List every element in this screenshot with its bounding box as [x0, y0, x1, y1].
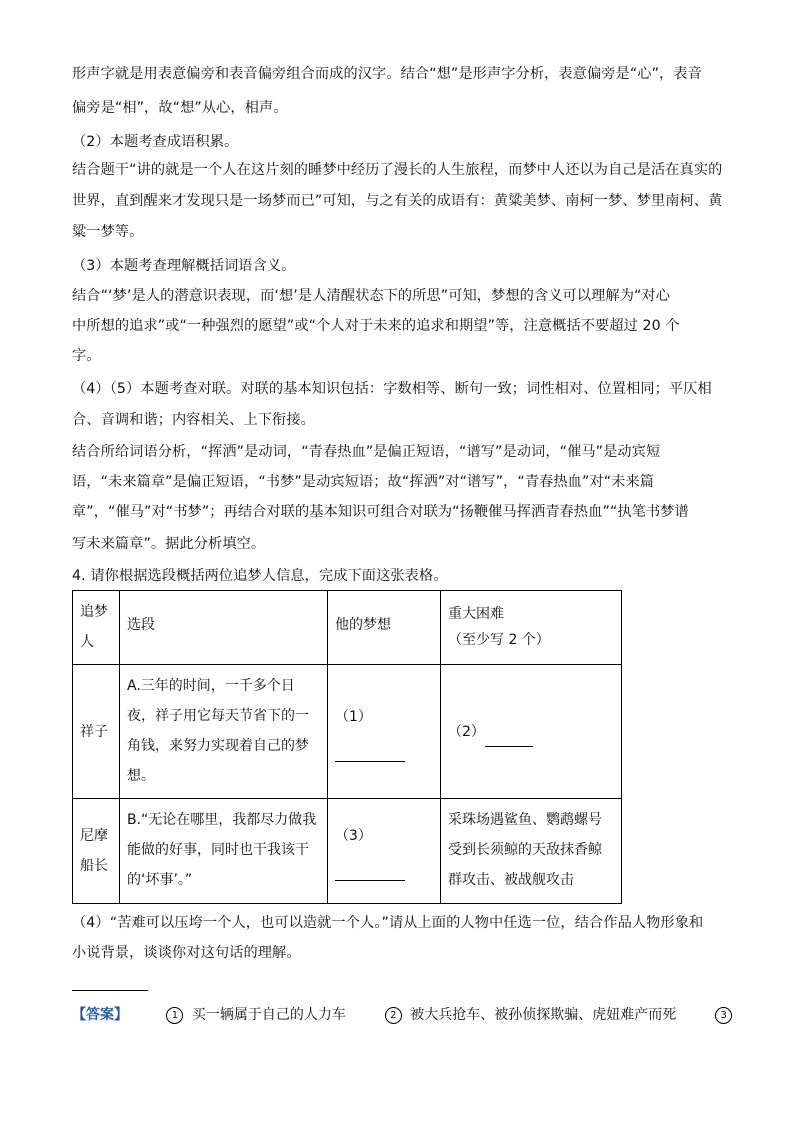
answer-number: 2	[385, 1007, 402, 1024]
blank-label: （3）	[335, 828, 372, 844]
answer-number: 3	[715, 1007, 732, 1024]
dream-chasers-table	[72, 590, 622, 904]
table-row	[73, 665, 622, 799]
question-heading: 4. 请你根据选段概括两位追梦人信息，完成下面这张表格。	[72, 568, 448, 584]
excerpt-cell: B.“无论在哪里，我都尽力做我能做的好事，同时也干我该干的‘坏事’。”	[120, 799, 328, 904]
answer-blank[interactable]	[335, 862, 405, 881]
dream-answer-cell	[328, 799, 441, 904]
answer-tag: 【答案】	[72, 1007, 128, 1023]
paragraph-line: 世界，直到醒来才发现只是一场梦而已”可知，与之有关的成语有：黄粱美梦、南柯一梦、梦里南柯、黄	[72, 193, 723, 209]
paragraph-line: （4）（5）本题考查对联。对联的基本知识包括：字数相等、断句一致；词性相对、位置相同；平仄相	[72, 381, 712, 397]
header-difficulty-note: （至少写 2 个）	[448, 632, 550, 648]
paragraph-line: 语，“未来篇章”是偏正短语，“书梦”是动宾短语；故“挥洒”对“谱写”，“青春热血”对“未来篇	[72, 474, 655, 490]
paragraph-line: 结合所给词语分析，“挥洒”是动词，“青春热血”是偏正短语，“谱写”是动词，“催马”是动宾短	[72, 444, 661, 460]
blank-label: （2）	[448, 723, 485, 740]
dreamer-name: 尼摩船长	[73, 799, 120, 904]
paragraph-line: 粱一梦等。	[72, 224, 144, 240]
footnote-separator	[72, 990, 148, 991]
difficulty-cell: 采珠场遇鲨鱼、鹦鹉螺号受到长须鲸的天敌抹香鲸群攻击、被战舰攻击	[441, 799, 622, 904]
answer-line	[72, 1005, 792, 1025]
header-dream: 他的梦想	[328, 591, 441, 665]
paragraph-line: 形声字就是用表意偏旁和表音偏旁组合而成的汉字。结合“想”是形声字分析，表意偏旁是“心”，表音	[72, 66, 702, 82]
paragraph-line: 中所想的追求”或“一种强烈的愿望”或“个人对于未来的追求和期望”等，注意概括不要超过 20 个	[72, 318, 680, 334]
answer-blank[interactable]	[485, 728, 533, 747]
paragraph-line: 结合“‘梦’是人的潜意识表现，而‘想’是人清醒状态下的所思”可知，梦想的含义可以理解为“对心	[72, 288, 671, 304]
table-row	[73, 799, 622, 904]
table-header-row	[73, 591, 622, 665]
answer-text: 被大兵抢车、被孙侦探欺骗、虎妞难产而死	[410, 1007, 677, 1023]
answer-text: 买一辆属于自己的人力车	[191, 1007, 346, 1023]
dreamer-name: 祥子	[73, 665, 120, 799]
header-excerpt: 选段	[120, 591, 328, 665]
answer-number: 1	[166, 1007, 183, 1024]
paragraph-line: 结合题干“讲的就是一个人在这片刻的睡梦中经历了漫长的人生旅程，而梦中人还以为自己是活在真实的	[72, 162, 723, 178]
dream-answer-cell	[328, 665, 441, 799]
answer-blank[interactable]	[335, 743, 405, 762]
header-difficulty-title: 重大困难	[448, 606, 504, 622]
difficulty-answer-cell	[441, 665, 622, 799]
paragraph-line: 偏旁是“相”，故“想”从心，相声。	[72, 100, 288, 116]
header-difficulty	[441, 591, 622, 665]
paragraph-line: 章”，“催马”对“书梦”；再结合对联的基本知识可组合对联为“扬鞭催马挥洒青春热血”“执笔书梦谱	[72, 504, 689, 520]
paragraph-line: 合、音调和谐；内容相关、上下衔接。	[72, 412, 315, 428]
paragraph-line: 字。	[72, 348, 101, 364]
header-dreamer: 追梦人	[73, 591, 120, 665]
question-line: （4）“苦难可以压垮一个人，也可以造就一个人。”请从上面的人物中任选一位，结合作品人物形象和	[72, 915, 704, 931]
paragraph-line: 写未来篇章”。据此分析填空。	[72, 536, 266, 552]
excerpt-cell: A.三年的时间，一千多个日夜，祥子用它每天节省下的一角钱，来努力实现着自己的梦想。	[120, 665, 328, 799]
paragraph-line: （2）本题考查成语积累。	[72, 134, 239, 150]
question-line: 小说背景，谈谈你对这句话的理解。	[72, 945, 301, 961]
paragraph-line: （3）本题考查理解概括词语含义。	[72, 258, 296, 274]
blank-label: （1）	[335, 708, 372, 725]
